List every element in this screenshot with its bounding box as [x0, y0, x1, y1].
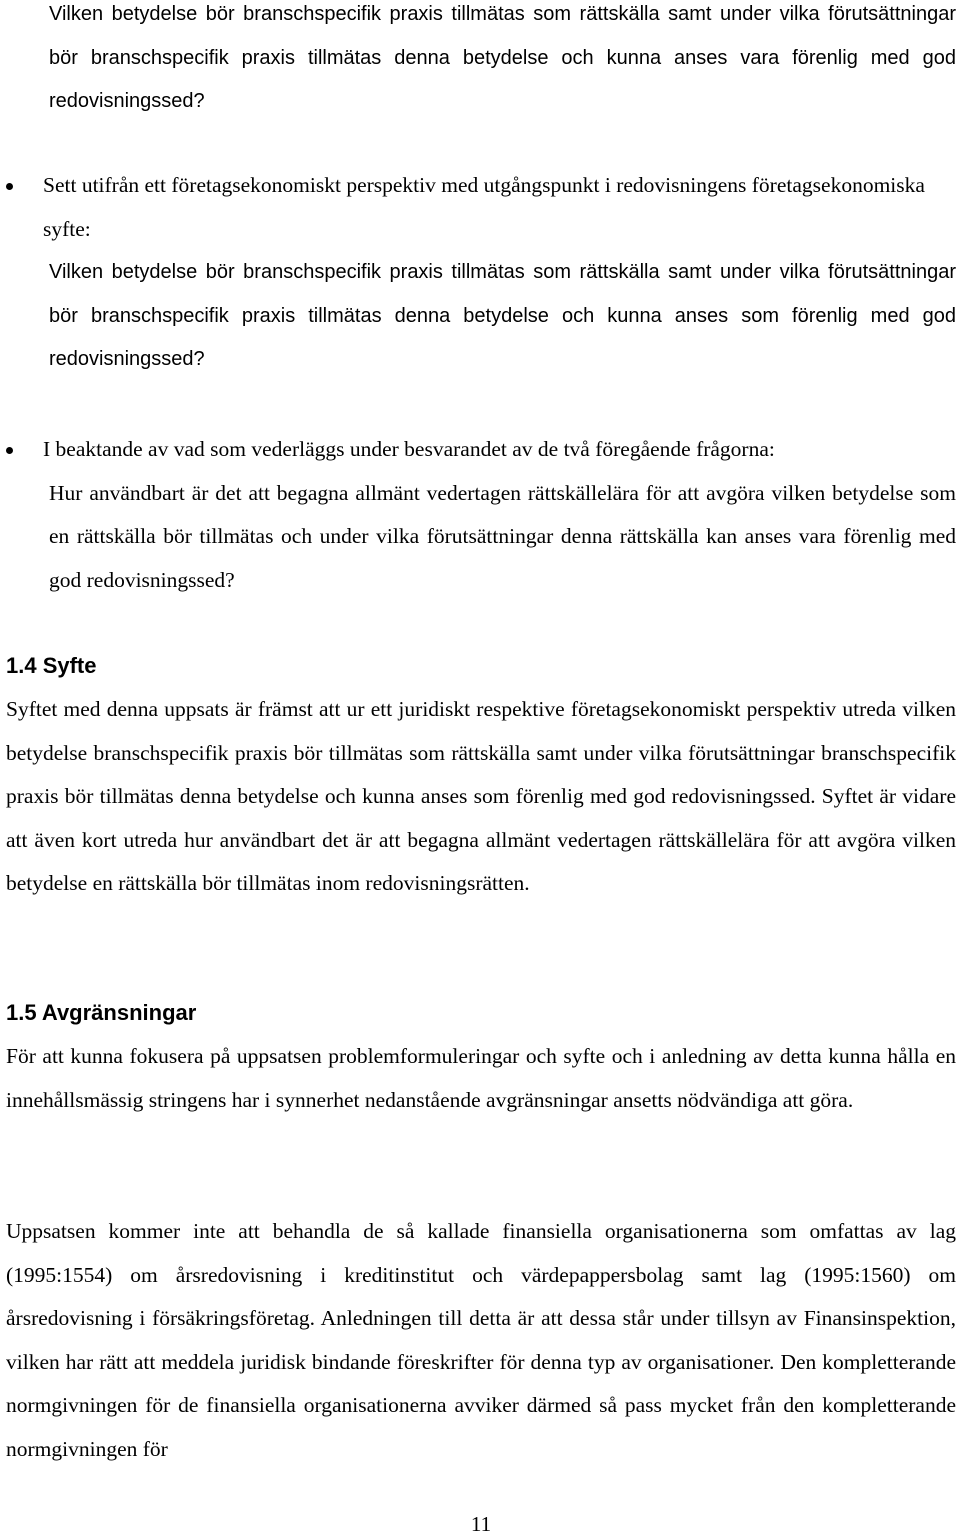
page-number: 11 — [470, 1512, 492, 1536]
bullet-item — [6, 164, 956, 382]
section-heading-avgransningar: 1.5 Avgränsningar — [6, 1000, 197, 1025]
section-avgransningar-para-2 — [6, 1210, 956, 1471]
bullet-question: Vilken betydelse bör branschspecifik praxis tillmätas som rättskälla samt under vilka förutsättningar bör branschspecifik praxis tillmätas denna betydelse och kunna anses som förenlig med god redovisningssed? — [49, 261, 956, 370]
bullet-item — [6, 428, 956, 602]
paragraph: Syftet med denna uppsats är främst att ur ett juridiskt respektive företagsekonomiskt perspektiv utreda vilken betydelse branschspecifik praxis bör tillmätas som rättskälla samt under vilka förutsättningar branschspecifik praxis bör tillmätas denna betydelse och kunna anses som förenlig med god redovisningssed. Syftet är vidare att även kort utreda hur användbart det är att begagna allmänt vedertagen rättskällelära för att avgöra vilken betydelse en rättskälla bör tillmätas inom redovisningsrätten. — [6, 697, 956, 895]
bullet-lead: Sett utifrån ett företagsekonomiskt perspektiv med utgångspunkt i redovisningens företagsekonomiska syfte: — [43, 173, 925, 241]
section-heading-syfte: 1.4 Syfte — [6, 653, 97, 678]
bullet-icon — [6, 447, 13, 454]
section-avgransningar-para-1 — [6, 1035, 956, 1122]
bullet-icon — [6, 183, 13, 190]
document-page — [6, 0, 956, 1537]
section-syfte-body — [6, 688, 956, 906]
bullet-question: Hur användbart är det att begagna allmänt vedertagen rättskällelära för att avgöra vilken betydelse som en rättskälla bör tillmätas och under vilka förutsättningar denna rättskälla kan anses vara förenlig med god redovisningssed? — [49, 480, 956, 592]
bullet-lead: I beaktande av vad som vederläggs under besvarandet av de två föregående frågorna: — [43, 437, 775, 461]
paragraph: Uppsatsen kommer inte att behandla de så kallade finansiella organisationerna som omfattas av lag (1995:1554) om årsredovisning i kreditinstitut och värdepappersbolag samt lag (1995:1560) om årsredovisning i försäkringsföretag. Anledningen till detta är att dessa står under tillsyn av Finansinspektion, vilken har rätt att meddela juridisk bindande föreskrifter för denna typ av organisationer. Den kompletterande normgivningen för de finansiella organisationerna avviker därmed så pass mycket från den kompletterande normgivningen för — [6, 1219, 956, 1461]
intro-question: Vilken betydelse bör branschspecifik praxis tillmätas som rättskälla samt under vilka förutsättningar bör branschspecifik praxis tillmätas denna betydelse och kunna anses vara förenlig med god redovisningssed? — [49, 3, 956, 112]
paragraph: För att kunna fokusera på uppsatsen problemformuleringar och syfte och i anledning av detta kunna hålla en innehållsmässig stringens har i synnerhet nedanstående avgränsningar ansetts nödvändiga att göra. — [6, 1044, 956, 1112]
